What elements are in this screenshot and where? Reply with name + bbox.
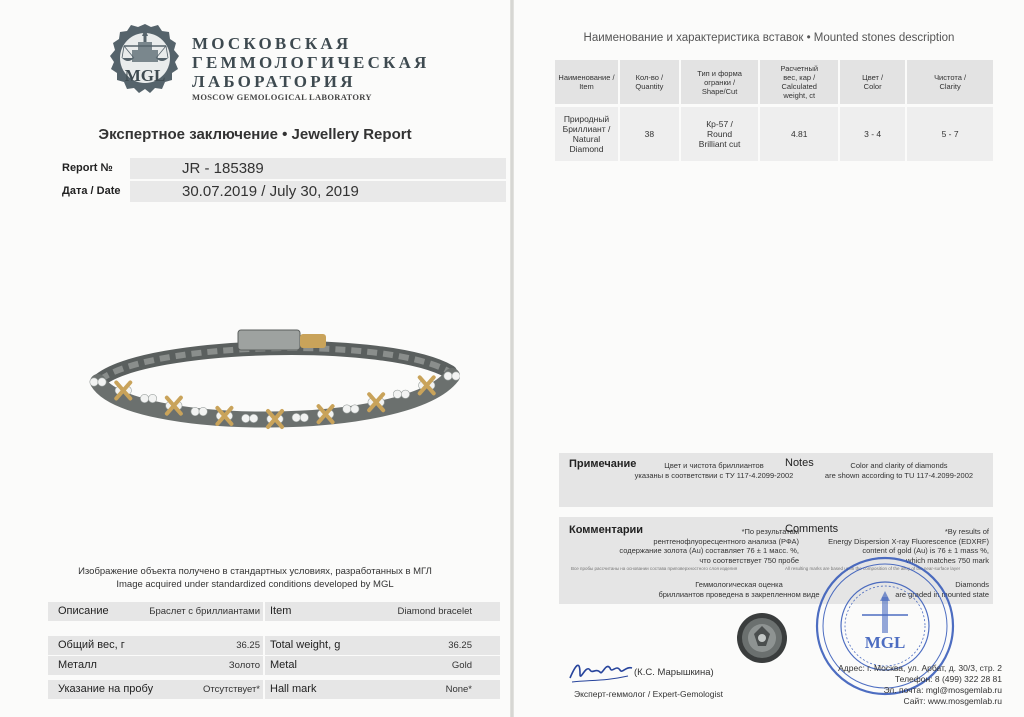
detail-label-en: Hall mark [270,683,317,695]
report-date-box [130,181,506,202]
detail-value-ru: 36.25 [236,640,260,651]
comments-text-en: *By results of Energy Dispersion X-ray Fluorescence (EDXRF) content of gold (Au) is 76 ± 1 mass %, which matches 750 mark [828,527,989,565]
bracelet-diamond [199,407,207,415]
address-line: Адрес: г. Москва, ул. Арбат, д. 30/3, стр. 2 [838,663,1002,673]
bracelet-clasp [238,330,300,350]
signature-role: Эксперт-геммолог / Expert-Gemologist [574,689,723,699]
bracelet-diamond [148,394,156,402]
notes-box [559,453,993,507]
detail-label-ru: Указание на пробу [58,683,154,695]
cell-color: 3 - 4 [840,104,907,161]
graded-text-ru: Геммологическая оценка бриллиантов проведена в закрепленном виде [658,580,820,599]
detail-value-en: Diamond bracelet [397,606,472,617]
notes-text-ru: Цвет и чистота бриллиантов указаны в соответствии с ТУ 117-4.2099-2002 [634,461,794,480]
detail-label-ru: Описание [58,605,109,617]
stones-heading: Наименование и характеристика вставок • Mounted stones description [583,32,955,44]
report-date-label: Дата / Date [62,185,121,197]
detail-row-metal [48,656,500,675]
report-number-box [130,158,506,179]
bracelet-diamond [98,378,106,386]
lab-name-line3: ЛАБОРАТОРИЯ [192,72,356,91]
email-line: Эл. почта: mgl@mosgemlab.ru [883,685,1002,695]
bracelet-diamond [393,390,401,398]
col-header-quantity: Кол-во / Quantity [620,60,681,104]
stones-table [555,60,995,161]
col-header-clarity: Чистота / Clarity [907,60,995,104]
detail-value-ru: Браслет с бриллиантами [149,606,260,617]
cell-quantity: 38 [620,104,681,161]
detail-value-en: Gold [451,660,472,671]
col-header-item: Наименование / Item [555,60,620,104]
signature-name: (К.С. Марышкина) [634,667,714,678]
hologram-sticker-icon [736,612,788,664]
lab-name-line1: МОСКОВСКАЯ [192,34,352,53]
cell-weight: 4.81 [760,104,840,161]
report-number-value: JR - 185389 [182,160,264,177]
bracelet-diamond [452,372,460,380]
bracelet-diamond [191,407,199,415]
phone-line: Телефон: 8 (499) 322 28 81 [894,674,1002,684]
comments-title-ru: Комментарии [569,524,644,536]
detail-value-en: None* [445,684,472,695]
lab-name [192,34,430,91]
bracelet-image [88,322,460,442]
address-block [838,663,1002,707]
comments-title-en: Comments [785,523,839,535]
image-caption-ru: Изображение объекта получено в стандартных условиях, разработанных в МГЛ [78,566,432,577]
detail-label-en: Metal [270,659,297,671]
website-line: Сайт: www.mosgemlab.ru [903,696,1002,706]
bracelet-diamond [343,405,351,413]
comments-tiny-en: All resulting marks are based upon the composition of the alloy of the near-surface layer [785,566,961,571]
cell-shape: Кр-57 / Round Brilliant cut [681,104,761,161]
logo-text: MGL [124,66,166,85]
cell-item: Природный Бриллиант / Natural Diamond [555,104,620,161]
detail-label-ru: Общий вес, г [58,639,125,651]
detail-value-en: 36.25 [448,640,472,651]
lab-name-line2: ГЕММОЛОГИЧЕСКАЯ [192,53,430,72]
table-row [555,104,995,161]
bracelet-back-band [100,348,450,380]
notes-title-ru: Примечание [569,458,637,470]
notes-title-en: Notes [785,457,814,469]
bracelet-diamond [250,414,258,422]
image-caption-en: Image acquired under standardized conditions developed by MGL [116,579,394,590]
detail-row-item [48,602,500,621]
lab-name-en: MOSCOW GEMOLOGICAL LABORATORY [192,92,372,102]
detail-label-en: Item [270,605,292,617]
bracelet-diamond [140,394,148,402]
stamp-logo-text: MGL [864,633,906,652]
signature-icon [566,654,636,686]
bracelet-diamond [300,413,308,421]
comments-tiny-ru: Все пробы рассчитаны на основании состава приповерхностного слоя изделия [571,566,738,571]
detail-row-hallmark [48,680,500,699]
bracelet-diamond [444,372,452,380]
bracelet-diamond [351,405,359,413]
bracelet-diamond [242,414,250,422]
bracelet-diamond [401,390,409,398]
graded-text-en: Diamonds are graded in mounted state [895,580,989,599]
report-number-label: Report № [62,162,113,174]
right-page [514,0,1024,717]
bracelet-diamond [90,378,98,386]
bracelet-clasp-gold [300,334,326,348]
comments-text-ru: *По результатам рентгенофлуоресцентного анализа (РФА) содержание золота (Au) составляет 76 ± 1 масс. %, что соответствует 750 пробе [619,527,799,565]
cell-clarity: 5 - 7 [907,104,995,161]
detail-value-ru: Отсутствует* [203,684,260,695]
detail-label-en: Total weight, g [270,639,341,651]
stones-header-row [555,60,995,104]
report-title: Экспертное заключение • Jewellery Report [98,126,412,143]
report-date-value: 30.07.2019 / July 30, 2019 [182,183,359,200]
bracelet-diamond [292,413,300,421]
left-page [0,0,510,717]
col-header-shape: Тип и форма огранки / Shape/Cut [681,60,761,104]
col-header-color: Цвет / Color [840,60,907,104]
detail-label-ru: Металл [58,659,97,671]
col-header-weight: Расчетный вес, кар / Calculated weight, ct [760,60,840,104]
detail-value-ru: Золото [228,660,260,671]
detail-row-weight [48,636,500,655]
notes-text-en: Color and clarity of diamonds are shown according to TU 117-4.2099-2002 [824,461,974,480]
